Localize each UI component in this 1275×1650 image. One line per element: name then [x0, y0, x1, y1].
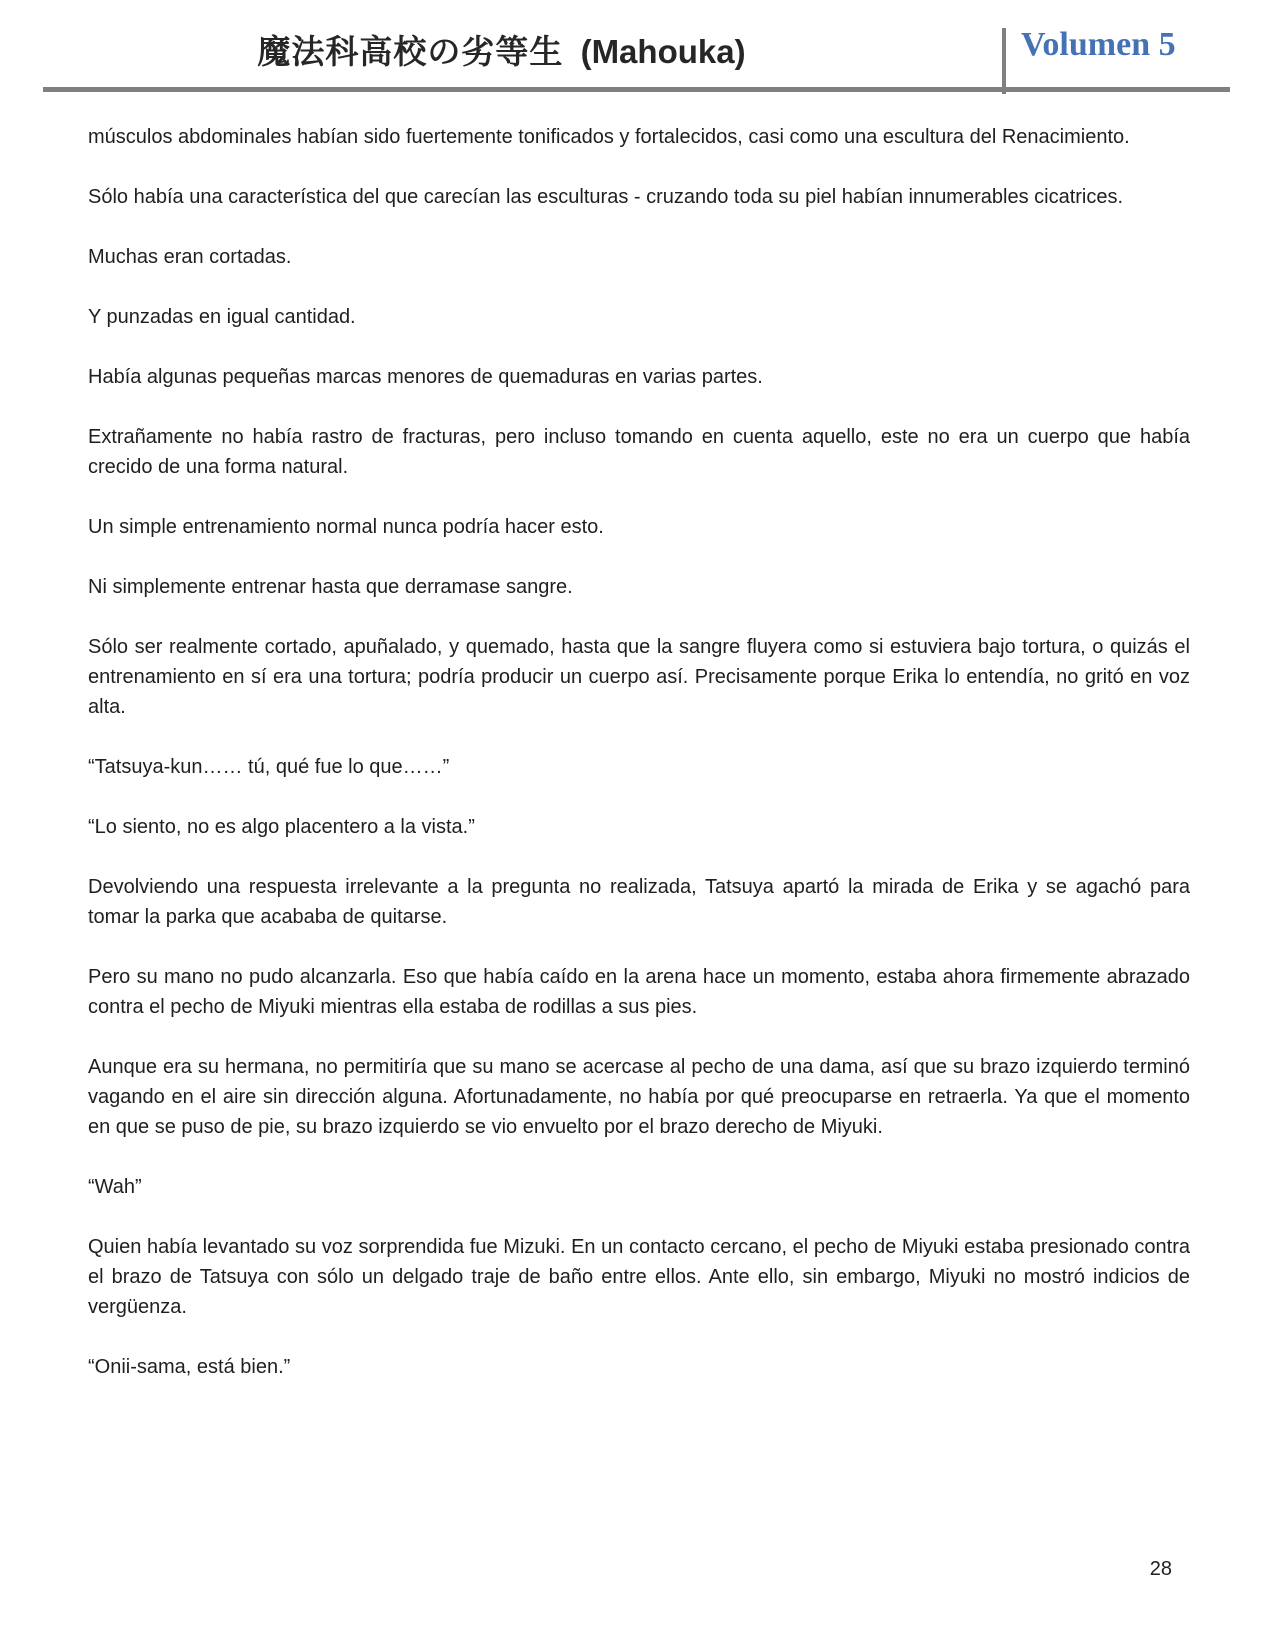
paragraph: “Tatsuya-kun…… tú, qué fue lo que……” — [88, 756, 450, 778]
paragraph: Pero su mano no pudo alcanzarla. Eso que había caído en la arena hace un momento, estaba ahora firmemente abrazado contra el pecho de Miyuki mientras ella estaba de rodillas a sus pies. — [88, 966, 1190, 1018]
paragraph: Muchas eran cortadas. — [88, 246, 292, 268]
paragraph: “Onii-sama, está bien.” — [88, 1356, 291, 1378]
paragraph: músculos abdominales habían sido fuertemente tonificados y fortalecidos, casi como una escultura del Renacimiento. — [88, 126, 1130, 148]
header-vertical-divider — [1002, 28, 1006, 94]
paragraph: “Lo siento, no es algo placentero a la vista.” — [88, 816, 475, 838]
page-body — [88, 122, 1190, 1412]
paragraph: Extrañamente no había rastro de fracturas, pero incluso tomando en cuenta aquello, este no era un cuerpo que había crecido de una forma natural. — [88, 426, 1190, 478]
document-title — [0, 26, 1003, 73]
paragraph: Sólo ser realmente cortado, apuñalado, y quemado, hasta que la sangre fluyera como si estuviera bajo tortura, o quizás el entrenamiento en sí era una tortura; podría producir un cuerpo así. Precisamente porque Erika lo entendía, no gritó en voz alta. — [88, 636, 1190, 718]
paragraph: Quien había levantado su voz sorprendida fue Mizuki. En un contacto cercano, el pecho de Miyuki estaba presionado contra el brazo de Tatsuya con sólo un delgado traje de baño entre ellos. Ante ello, sin embargo, Miyuki no mostró indicios de vergüenza. — [88, 1236, 1190, 1318]
paragraph: “Wah” — [88, 1176, 142, 1198]
paragraph: Y punzadas en igual cantidad. — [88, 306, 356, 328]
volume-label: Volumen 5 — [1021, 26, 1176, 63]
document-title-romanized: (Mahouka) — [580, 33, 746, 70]
paragraph: Sólo había una característica del que carecían las esculturas - cruzando toda su piel habían innumerables cicatrices. — [88, 186, 1124, 208]
document-title-japanese: 魔法科高校の劣等生 — [257, 32, 564, 71]
paragraph: Había algunas pequeñas marcas menores de quemaduras en varias partes. — [88, 366, 763, 388]
paragraph: Ni simplemente entrenar hasta que derramase sangre. — [88, 576, 573, 598]
page-number: 28 — [1149, 1558, 1172, 1580]
paragraph: Devolviendo una respuesta irrelevante a la pregunta no realizada, Tatsuya apartó la mirada de Erika y se agachó para tomar la parka que acababa de quitarse. — [88, 876, 1190, 928]
header-rule — [43, 87, 1230, 92]
paragraph: Un simple entrenamiento normal nunca podría hacer esto. — [88, 516, 604, 538]
paragraph: Aunque era su hermana, no permitiría que su mano se acercase al pecho de una dama, así que su brazo izquierdo terminó vagando en el aire sin dirección alguna. Afortunadamente, no había por qué preocuparse en retraerla. Ya que el momento en que se puso de pie, su brazo izquierdo se vio envuelto por el brazo derecho de Miyuki. — [88, 1056, 1190, 1138]
